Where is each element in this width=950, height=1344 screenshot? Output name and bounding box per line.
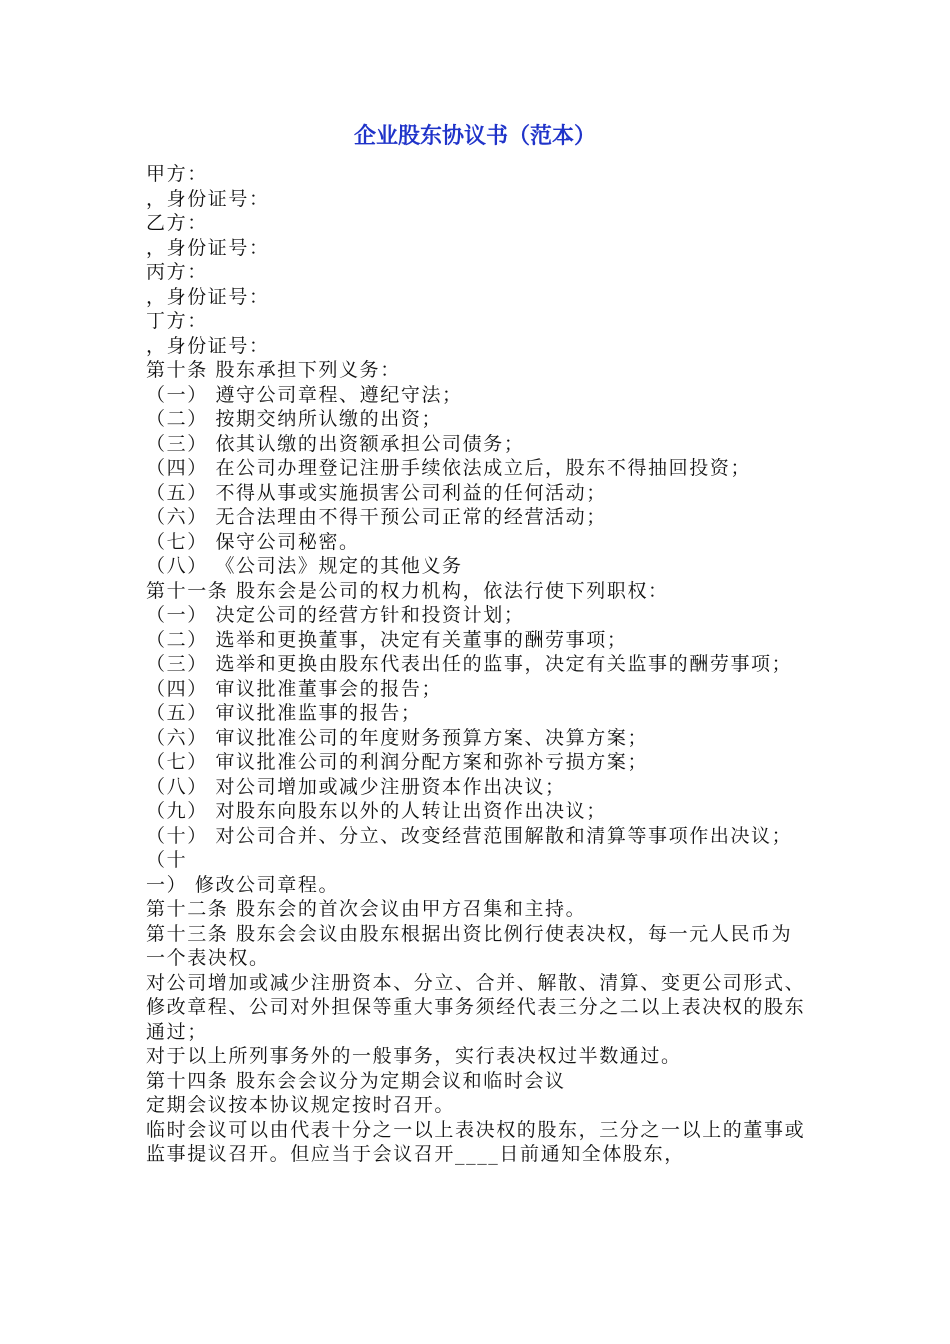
list-item: （三） 依其认缴的出资额承担公司债务； bbox=[146, 432, 525, 455]
list-item: （六） 无合法理由不得干预公司正常的经营活动； bbox=[146, 506, 607, 528]
list-item: （二） 选举和更换董事，决定有关董事的酬劳事项； bbox=[146, 628, 628, 651]
text-line: 丁方： bbox=[146, 310, 208, 332]
list-item: （十） 对公司合并、分立、改变经营范围解散和清算等事项作出决议； bbox=[146, 824, 793, 847]
list-item: （七） 保守公司秘密。 bbox=[146, 530, 360, 553]
list-item: （五） 审议批准监事的报告； bbox=[146, 702, 422, 724]
text-line: 甲方： bbox=[146, 163, 208, 185]
document-title: 企业股东协议书（范本） bbox=[353, 124, 596, 149]
text-line: ，身份证号： bbox=[146, 285, 270, 308]
list-item: （六） 审议批准公司的年度财务预算方案、决算方案； bbox=[146, 726, 649, 749]
paragraph: 临时会议可以由代表十分之一以上表决权的股东，三分之一以上的董事或监事提议召开。但应当于会议召开____日前通知全体股东， bbox=[146, 1118, 806, 1165]
list-item: （七） 审议批准公司的利润分配方案和弥补亏损方案； bbox=[146, 751, 649, 773]
list-item: （八） 《公司法》规定的其他义务 bbox=[146, 555, 463, 577]
article-heading: 第十条 股东承担下列义务： bbox=[146, 359, 401, 381]
text-line: ，身份证号： bbox=[146, 334, 270, 357]
list-item: （一） 决定公司的经营方针和投资计划； bbox=[146, 604, 525, 626]
article-heading: 第十一条 股东会是公司的权力机构，依法行使下列职权： bbox=[146, 579, 669, 602]
list-item: （五） 不得从事或实施损害公司利益的任何活动； bbox=[146, 481, 607, 504]
list-item: （九） 对股东向股东以外的人转让出资作出决议； bbox=[146, 800, 607, 822]
text-line: ，身份证号： bbox=[146, 236, 270, 259]
paragraph: 定期会议按本协议规定按时召开。 bbox=[146, 1094, 456, 1116]
list-item: （四） 在公司办理登记注册手续依法成立后，股东不得抽回投资； bbox=[146, 457, 752, 479]
list-item: 一） 修改公司章程。 bbox=[146, 873, 340, 896]
text-line: 丙方： bbox=[146, 261, 208, 283]
list-item: （一） 遵守公司章程、遵纪守法； bbox=[146, 383, 463, 406]
document-body bbox=[146, 162, 808, 1167]
text-line: 乙方： bbox=[146, 212, 208, 234]
article-heading: 第十四条 股东会会议分为定期会议和临时会议 bbox=[146, 1069, 566, 1092]
article-heading: 第十二条 股东会的首次会议由甲方召集和主持。 bbox=[146, 898, 587, 920]
list-item: （八） 对公司增加或减少注册资本作出决议； bbox=[146, 775, 566, 798]
article-heading: 第十三条 股东会会议由股东根据出资比例行使表决权，每一元人民币为一个表决权。 bbox=[146, 922, 793, 969]
list-item: （三） 选举和更换由股东代表出任的监事，决定有关监事的酬劳事项； bbox=[146, 653, 793, 675]
paragraph: 对于以上所列事务外的一般事务，实行表决权过半数通过。 bbox=[146, 1045, 682, 1067]
list-item: （十 bbox=[146, 849, 188, 871]
paragraph: 对公司增加或减少注册资本、分立、合并、解散、清算、变更公司形式、修改章程、公司对外担保等重大事务须经代表三分之二以上表决权的股东通过； bbox=[146, 971, 806, 1043]
list-item: （四） 审议批准董事会的报告； bbox=[146, 677, 443, 700]
list-item: （二） 按期交纳所认缴的出资； bbox=[146, 408, 443, 430]
text-line: ，身份证号： bbox=[146, 187, 270, 210]
